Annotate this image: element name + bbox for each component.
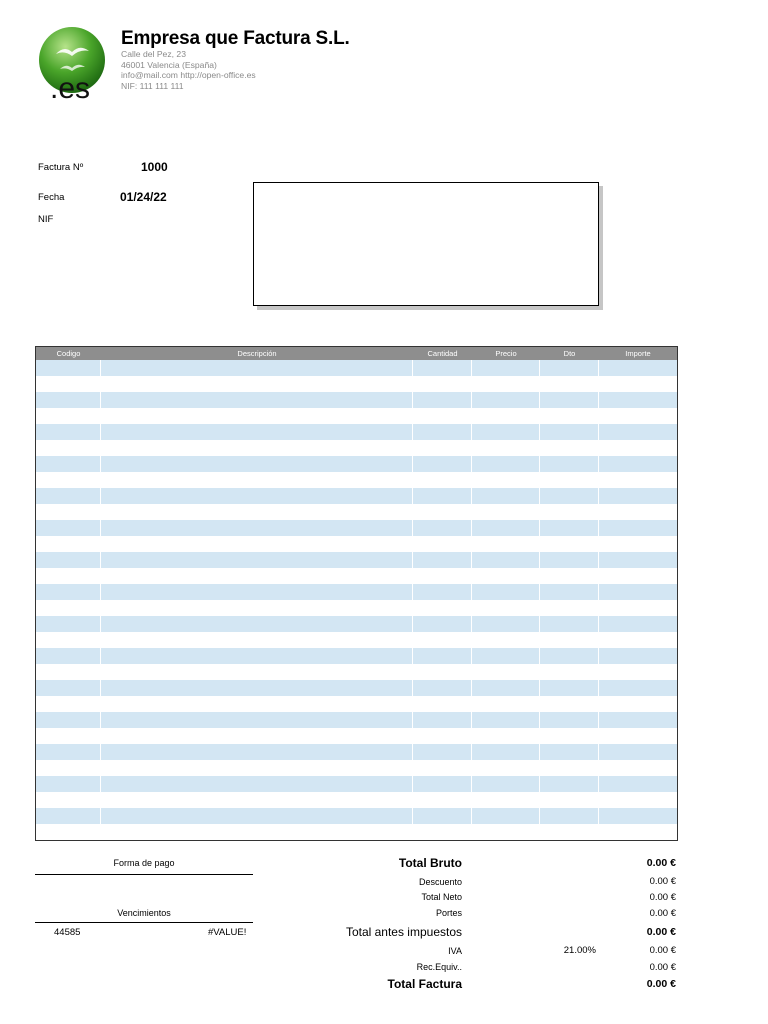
table-row xyxy=(36,360,677,376)
cell-dto[interactable] xyxy=(540,616,599,632)
cell-codigo[interactable] xyxy=(36,568,101,584)
cell-precio[interactable] xyxy=(472,776,540,792)
cell-precio[interactable] xyxy=(472,440,540,456)
cell-importe[interactable] xyxy=(599,776,677,792)
table-row xyxy=(36,504,677,520)
cell-cantidad[interactable] xyxy=(413,504,472,520)
cell-precio[interactable] xyxy=(472,552,540,568)
cell-dto[interactable] xyxy=(540,424,599,440)
cell-precio[interactable] xyxy=(472,568,540,584)
column-header-importe: Importe xyxy=(625,349,651,358)
gross-total-value: 0.00 € xyxy=(646,857,676,869)
cell-codigo[interactable] xyxy=(36,536,101,552)
cell-descripcion[interactable] xyxy=(101,648,413,664)
column-header-dto: Dto xyxy=(563,349,576,358)
cell-codigo[interactable] xyxy=(36,376,101,392)
table-row xyxy=(36,424,677,440)
iva-rate: 21.00% xyxy=(563,945,596,956)
table-row xyxy=(36,520,677,536)
items-body xyxy=(36,360,677,840)
table-row xyxy=(36,696,677,712)
table-row xyxy=(36,584,677,600)
cell-dto[interactable] xyxy=(540,728,599,744)
cell-dto[interactable] xyxy=(540,808,599,824)
cell-cantidad[interactable] xyxy=(413,520,472,536)
logo-text: .es xyxy=(50,72,91,102)
cell-precio[interactable] xyxy=(472,456,540,472)
cell-descripcion[interactable] xyxy=(101,584,413,600)
company-name: Empresa que Factura S.L. xyxy=(121,28,350,49)
table-row xyxy=(36,680,677,696)
cell-importe[interactable] xyxy=(599,824,677,840)
table-row xyxy=(36,776,677,792)
cell-cantidad[interactable] xyxy=(413,632,472,648)
cell-importe[interactable] xyxy=(599,472,677,488)
cell-descripcion[interactable] xyxy=(101,392,413,408)
cell-dto[interactable] xyxy=(540,504,599,520)
cell-cantidad[interactable] xyxy=(413,472,472,488)
cell-cantidad[interactable] xyxy=(413,552,472,568)
cell-cantidad[interactable] xyxy=(413,776,472,792)
nif-label: NIF xyxy=(38,214,54,225)
cell-cantidad[interactable] xyxy=(413,616,472,632)
cell-codigo[interactable] xyxy=(36,648,101,664)
due-dates-line xyxy=(35,922,253,923)
cell-precio[interactable] xyxy=(472,360,540,376)
company-nif: NIF: 111 111 111 xyxy=(121,80,184,91)
cell-importe[interactable] xyxy=(599,680,677,696)
cell-descripcion[interactable] xyxy=(101,696,413,712)
iva-label: IVA xyxy=(448,946,462,956)
table-row xyxy=(36,712,677,728)
discount-value: 0.00 € xyxy=(649,876,676,887)
cell-codigo[interactable] xyxy=(36,440,101,456)
cell-cantidad[interactable] xyxy=(413,440,472,456)
items-table xyxy=(35,346,678,841)
cell-descripcion[interactable] xyxy=(101,424,413,440)
cell-precio[interactable] xyxy=(472,376,540,392)
table-row xyxy=(36,472,677,488)
cell-codigo[interactable] xyxy=(36,776,101,792)
cell-dto[interactable] xyxy=(540,456,599,472)
cell-descripcion[interactable] xyxy=(101,552,413,568)
cell-importe[interactable] xyxy=(599,488,677,504)
cell-importe[interactable] xyxy=(599,504,677,520)
cell-codigo[interactable] xyxy=(36,552,101,568)
cell-importe[interactable] xyxy=(599,616,677,632)
cell-codigo[interactable] xyxy=(36,472,101,488)
table-row xyxy=(36,408,677,424)
cell-cantidad[interactable] xyxy=(413,424,472,440)
cell-cantidad[interactable] xyxy=(413,712,472,728)
cell-importe[interactable] xyxy=(599,760,677,776)
cell-descripcion[interactable] xyxy=(101,376,413,392)
cell-descripcion[interactable] xyxy=(101,568,413,584)
shipping-value: 0.00 € xyxy=(649,908,676,919)
table-row xyxy=(36,440,677,456)
cell-importe[interactable] xyxy=(599,600,677,616)
cell-cantidad[interactable] xyxy=(413,760,472,776)
cell-dto[interactable] xyxy=(540,568,599,584)
cell-cantidad[interactable] xyxy=(413,488,472,504)
due-dates-label: Vencimientos xyxy=(117,908,171,918)
cell-cantidad[interactable] xyxy=(413,360,472,376)
cell-codigo[interactable] xyxy=(36,808,101,824)
cell-descripcion[interactable] xyxy=(101,824,413,840)
cell-codigo[interactable] xyxy=(36,712,101,728)
invoice-number-label: Factura Nº xyxy=(38,162,84,173)
cell-descripcion[interactable] xyxy=(101,408,413,424)
cell-cantidad[interactable] xyxy=(413,376,472,392)
iva-value: 0.00 € xyxy=(649,945,676,956)
cell-dto[interactable] xyxy=(540,632,599,648)
cell-precio[interactable] xyxy=(472,424,540,440)
cell-dto[interactable] xyxy=(540,776,599,792)
cell-descripcion[interactable] xyxy=(101,536,413,552)
cell-codigo[interactable] xyxy=(36,632,101,648)
due-amount-value[interactable]: #VALUE! xyxy=(208,927,247,938)
cell-precio[interactable] xyxy=(472,616,540,632)
invoice-total-label: Total Factura xyxy=(387,977,462,991)
cell-importe[interactable] xyxy=(599,520,677,536)
table-row xyxy=(36,568,677,584)
items-header xyxy=(36,347,677,360)
cell-cantidad[interactable] xyxy=(413,680,472,696)
cell-codigo[interactable] xyxy=(36,504,101,520)
gross-total-label: Total Bruto xyxy=(398,856,462,870)
cell-dto[interactable] xyxy=(540,760,599,776)
cell-precio[interactable] xyxy=(472,520,540,536)
column-header-precio: Precio xyxy=(495,349,517,358)
cell-importe[interactable] xyxy=(599,440,677,456)
cell-precio[interactable] xyxy=(472,792,540,808)
cell-cantidad[interactable] xyxy=(413,456,472,472)
cell-precio[interactable] xyxy=(472,808,540,824)
cell-precio[interactable] xyxy=(472,584,540,600)
cell-cantidad[interactable] xyxy=(413,808,472,824)
column-header-codigo: Codigo xyxy=(56,349,81,358)
cell-descripcion[interactable] xyxy=(101,680,413,696)
cell-precio[interactable] xyxy=(472,680,540,696)
cell-cantidad[interactable] xyxy=(413,600,472,616)
cell-importe[interactable] xyxy=(599,536,677,552)
cell-descripcion[interactable] xyxy=(101,808,413,824)
cell-importe[interactable] xyxy=(599,568,677,584)
cell-codigo[interactable] xyxy=(36,728,101,744)
cell-dto[interactable] xyxy=(540,648,599,664)
cell-precio[interactable] xyxy=(472,664,540,680)
table-row xyxy=(36,648,677,664)
invoice-total-value: 0.00 € xyxy=(646,978,676,990)
cell-codigo[interactable] xyxy=(36,600,101,616)
cell-codigo[interactable] xyxy=(36,456,101,472)
table-row xyxy=(36,488,677,504)
cell-dto[interactable] xyxy=(540,584,599,600)
cell-codigo[interactable] xyxy=(36,792,101,808)
pretax-total-label: Total antes impuestos xyxy=(345,925,462,939)
cell-dto[interactable] xyxy=(540,664,599,680)
column-header-cantidad: Cantidad xyxy=(427,349,458,358)
company-logo xyxy=(38,26,110,102)
net-total-value: 0.00 € xyxy=(649,892,676,903)
cell-precio[interactable] xyxy=(472,648,540,664)
cell-importe[interactable] xyxy=(599,584,677,600)
cell-importe[interactable] xyxy=(599,728,677,744)
cell-precio[interactable] xyxy=(472,696,540,712)
due-date-value[interactable]: 44585 xyxy=(54,927,81,938)
table-row xyxy=(36,392,677,408)
cell-descripcion[interactable] xyxy=(101,712,413,728)
cell-codigo[interactable] xyxy=(36,488,101,504)
cell-dto[interactable] xyxy=(540,712,599,728)
cell-precio[interactable] xyxy=(472,712,540,728)
cell-dto[interactable] xyxy=(540,376,599,392)
payment-method-label: Forma de pago xyxy=(113,858,175,868)
column-header-descripcion: Descripción xyxy=(237,349,277,358)
cell-dto[interactable] xyxy=(540,696,599,712)
cell-importe[interactable] xyxy=(599,632,677,648)
cell-descripcion[interactable] xyxy=(101,792,413,808)
cell-codigo[interactable] xyxy=(36,360,101,376)
cell-cantidad[interactable] xyxy=(413,696,472,712)
cell-cantidad[interactable] xyxy=(413,536,472,552)
cell-importe[interactable] xyxy=(599,392,677,408)
cell-codigo[interactable] xyxy=(36,696,101,712)
cell-descripcion[interactable] xyxy=(101,520,413,536)
company-info xyxy=(121,49,256,91)
table-row xyxy=(36,760,677,776)
cell-descripcion[interactable] xyxy=(101,632,413,648)
cell-descripcion[interactable] xyxy=(101,664,413,680)
cell-dto[interactable] xyxy=(540,440,599,456)
cell-dto[interactable] xyxy=(540,360,599,376)
cell-cantidad[interactable] xyxy=(413,728,472,744)
cell-cantidad[interactable] xyxy=(413,824,472,840)
cell-dto[interactable] xyxy=(540,408,599,424)
rec-equiv-label: Rec.Equiv.. xyxy=(416,962,462,972)
cell-codigo[interactable] xyxy=(36,824,101,840)
cell-codigo[interactable] xyxy=(36,520,101,536)
cell-dto[interactable] xyxy=(540,792,599,808)
discount-label: Descuento xyxy=(418,877,462,887)
payment-method-line xyxy=(35,874,253,875)
cell-codigo[interactable] xyxy=(36,408,101,424)
cell-importe[interactable] xyxy=(599,456,677,472)
cell-importe[interactable] xyxy=(599,360,677,376)
cell-precio[interactable] xyxy=(472,760,540,776)
cell-descripcion[interactable] xyxy=(101,728,413,744)
table-row xyxy=(36,376,677,392)
cell-dto[interactable] xyxy=(540,472,599,488)
cell-precio[interactable] xyxy=(472,408,540,424)
cell-descripcion[interactable] xyxy=(101,744,413,760)
table-row xyxy=(36,632,677,648)
table-row xyxy=(36,824,677,840)
cell-codigo[interactable] xyxy=(36,392,101,408)
cell-codigo[interactable] xyxy=(36,424,101,440)
cell-descripcion[interactable] xyxy=(101,600,413,616)
table-row xyxy=(36,792,677,808)
cell-descripcion[interactable] xyxy=(101,616,413,632)
table-row xyxy=(36,456,677,472)
shipping-label: Portes xyxy=(435,908,462,918)
cell-codigo[interactable] xyxy=(36,680,101,696)
cell-cantidad[interactable] xyxy=(413,584,472,600)
cell-codigo[interactable] xyxy=(36,584,101,600)
table-row xyxy=(36,536,677,552)
cell-precio[interactable] xyxy=(472,472,540,488)
cell-descripcion[interactable] xyxy=(101,760,413,776)
cell-descripcion[interactable] xyxy=(101,504,413,520)
company-contact: info@mail.com http://open-office.es xyxy=(121,70,256,81)
cell-precio[interactable] xyxy=(472,632,540,648)
cell-descripcion[interactable] xyxy=(101,472,413,488)
table-row xyxy=(36,728,677,744)
cell-codigo[interactable] xyxy=(36,616,101,632)
cell-cantidad[interactable] xyxy=(413,744,472,760)
cell-cantidad[interactable] xyxy=(413,392,472,408)
cell-codigo[interactable] xyxy=(36,744,101,760)
cell-importe[interactable] xyxy=(599,664,677,680)
cell-cantidad[interactable] xyxy=(413,792,472,808)
client-address-box[interactable] xyxy=(253,182,599,306)
cell-dto[interactable] xyxy=(540,680,599,696)
cell-precio[interactable] xyxy=(472,600,540,616)
cell-importe[interactable] xyxy=(599,696,677,712)
cell-precio[interactable] xyxy=(472,824,540,840)
cell-importe[interactable] xyxy=(599,408,677,424)
cell-importe[interactable] xyxy=(599,712,677,728)
cell-precio[interactable] xyxy=(472,392,540,408)
cell-descripcion[interactable] xyxy=(101,360,413,376)
company-city: 46001 Valencia (España) xyxy=(121,59,217,70)
pretax-total-value: 0.00 € xyxy=(646,926,676,938)
table-row xyxy=(36,744,677,760)
cell-codigo[interactable] xyxy=(36,664,101,680)
cell-importe[interactable] xyxy=(599,744,677,760)
cell-importe[interactable] xyxy=(599,792,677,808)
rec-equiv-value: 0.00 € xyxy=(649,962,676,973)
table-row xyxy=(36,600,677,616)
cell-importe[interactable] xyxy=(599,808,677,824)
cell-dto[interactable] xyxy=(540,744,599,760)
cell-cantidad[interactable] xyxy=(413,408,472,424)
cell-cantidad[interactable] xyxy=(413,664,472,680)
cell-dto[interactable] xyxy=(540,824,599,840)
cell-dto[interactable] xyxy=(540,392,599,408)
cell-importe[interactable] xyxy=(599,424,677,440)
cell-descripcion[interactable] xyxy=(101,456,413,472)
table-row xyxy=(36,552,677,568)
cell-descripcion[interactable] xyxy=(101,440,413,456)
cell-descripcion[interactable] xyxy=(101,488,413,504)
net-total-label: Total Neto xyxy=(421,892,462,902)
cell-precio[interactable] xyxy=(472,728,540,744)
table-row xyxy=(36,664,677,680)
invoice-date-value[interactable]: 01/24/22 xyxy=(120,190,167,204)
table-row xyxy=(36,808,677,824)
cell-cantidad[interactable] xyxy=(413,648,472,664)
cell-dto[interactable] xyxy=(540,600,599,616)
cell-cantidad[interactable] xyxy=(413,568,472,584)
invoice-number-value[interactable]: 1000 xyxy=(141,160,168,174)
cell-importe[interactable] xyxy=(599,376,677,392)
cell-dto[interactable] xyxy=(540,488,599,504)
cell-precio[interactable] xyxy=(472,488,540,504)
company-address: Calle del Pez, 23 xyxy=(121,49,186,59)
cell-precio[interactable] xyxy=(472,504,540,520)
table-row xyxy=(36,616,677,632)
cell-codigo[interactable] xyxy=(36,760,101,776)
cell-precio[interactable] xyxy=(472,536,540,552)
cell-dto[interactable] xyxy=(540,536,599,552)
cell-dto[interactable] xyxy=(540,552,599,568)
cell-precio[interactable] xyxy=(472,744,540,760)
cell-descripcion[interactable] xyxy=(101,776,413,792)
cell-importe[interactable] xyxy=(599,552,677,568)
invoice-date-label: Fecha xyxy=(38,192,65,203)
cell-importe[interactable] xyxy=(599,648,677,664)
cell-dto[interactable] xyxy=(540,520,599,536)
